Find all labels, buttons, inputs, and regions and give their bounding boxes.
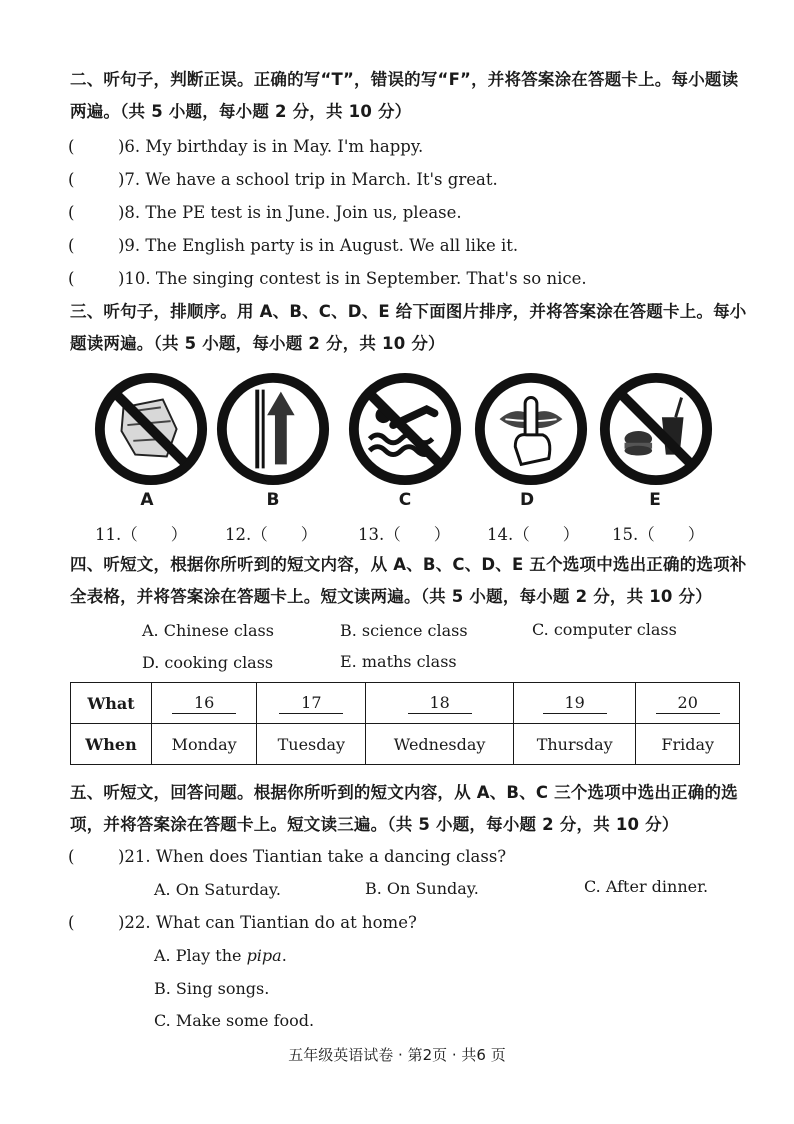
option-e: E. maths class	[340, 652, 457, 671]
table-cell	[257, 683, 366, 724]
answer-slot-13: 13.（ ）	[358, 525, 451, 544]
q21-option-b: B. On Sunday.	[365, 879, 479, 898]
no-swimming-sign-icon	[346, 370, 464, 488]
answer-slot-15: 15.（ ）	[612, 525, 705, 544]
answer-slot-11: 11.（ ）	[95, 525, 188, 544]
one-way-arrow-sign-icon	[214, 370, 332, 488]
q22-option-c: C. Make some food.	[154, 1011, 315, 1030]
table-row	[71, 683, 740, 724]
option-c: C. computer class	[532, 620, 677, 639]
keep-quiet-sign-icon	[472, 370, 590, 488]
q22-option-a	[154, 945, 287, 967]
what-label: What	[71, 683, 152, 724]
question-text: )10. The singing contest is in September. That's so nice.	[118, 269, 587, 288]
answer-slot-12: 12.（ ）	[225, 525, 318, 544]
answer-paren: (	[68, 137, 75, 156]
q21-option-c: C. After dinner.	[584, 877, 709, 896]
blank-16: 16	[172, 693, 236, 714]
schedule-table	[70, 682, 740, 765]
section-4-heading: 四、听短文，根据你所听到的短文内容，从 A、B、C、D、E 五个选项中选出正确的选项补全表格，并将答案涂在答题卡上。短文读两遍。（共 5 小题，每小题 2 分，共 10 分）	[70, 555, 747, 606]
no-littering-sign-icon	[92, 370, 210, 488]
option-suffix: .	[281, 946, 287, 965]
option-b: B. science class	[340, 621, 468, 640]
day-friday: Friday	[636, 724, 740, 765]
blank-18: 18	[408, 693, 472, 714]
page-footer: 五年级英语试卷 · 第2页 · 共6 页	[288, 1046, 506, 1064]
q22-option-b: B. Sing songs.	[154, 979, 270, 998]
icon-label-c: C	[398, 490, 412, 510]
option-a: A. Chinese class	[142, 621, 274, 640]
question-text: )6. My birthday is in May. I'm happy.	[118, 137, 424, 156]
question-22	[68, 912, 417, 934]
icon-label-a: A	[140, 490, 154, 510]
section-2-heading: 二、听句子，判断正误。正确的写“T”，错误的写“F”，并将答案涂在答题卡上。每小题读两遍。（共 5 小题，每小题 2 分，共 10 分）	[70, 70, 739, 121]
blank-19: 19	[543, 693, 607, 714]
answer-paren: (	[68, 203, 75, 222]
question-text: )22. What can Tiantian do at home?	[118, 913, 417, 932]
when-label: When	[71, 724, 152, 765]
blank-20: 20	[656, 693, 720, 714]
section-3-heading: 三、听句子，排顺序。用 A、B、C、D、E 给下面图片排序，并将答案涂在答题卡上。每小题读两遍。（共 5 小题，每小题 2 分，共 10 分）	[70, 302, 747, 353]
question-text: )8. The PE test is in June. Join us, please.	[118, 203, 462, 222]
day-wednesday: Wednesday	[366, 724, 514, 765]
option-text: A. Play the	[154, 946, 247, 965]
table-cell	[636, 683, 740, 724]
answer-slot-14: 14.（ ）	[487, 525, 580, 544]
no-food-drink-sign-icon	[597, 370, 715, 488]
question-6	[68, 136, 423, 158]
question-7	[68, 169, 498, 191]
table-cell	[513, 683, 636, 724]
question-8	[68, 202, 462, 224]
section-5-heading: 五、听短文，回答问题。根据你所听到的短文内容，从 A、B、C 三个选项中选出正确的选项，并将答案涂在答题卡上。短文读三遍。（共 5 小题，每小题 2 分，共 10 分）	[70, 783, 738, 834]
answer-paren: (	[68, 269, 75, 288]
question-text: )9. The English party is in August. We all like it.	[118, 236, 519, 255]
question-10	[68, 268, 587, 290]
answer-paren: (	[68, 236, 75, 255]
blank-17: 17	[279, 693, 343, 714]
option-d: D. cooking class	[142, 653, 274, 672]
q21-option-a: A. On Saturday.	[154, 880, 281, 899]
question-text: )7. We have a school trip in March. It's great.	[118, 170, 498, 189]
question-9	[68, 235, 518, 257]
table-cell	[366, 683, 514, 724]
table-row	[71, 724, 740, 765]
day-monday: Monday	[152, 724, 257, 765]
day-tuesday: Tuesday	[257, 724, 366, 765]
answer-paren: (	[68, 170, 75, 189]
option-italic: pipa	[246, 946, 282, 965]
answer-paren: (	[68, 913, 75, 932]
day-thursday: Thursday	[513, 724, 636, 765]
icon-label-d: D	[519, 490, 535, 510]
icon-label-e: E	[649, 490, 661, 510]
table-cell	[152, 683, 257, 724]
icon-label-b: B	[266, 490, 280, 510]
question-21	[68, 846, 506, 868]
answer-paren: (	[68, 847, 75, 866]
question-text: )21. When does Tiantian take a dancing class?	[118, 847, 507, 866]
